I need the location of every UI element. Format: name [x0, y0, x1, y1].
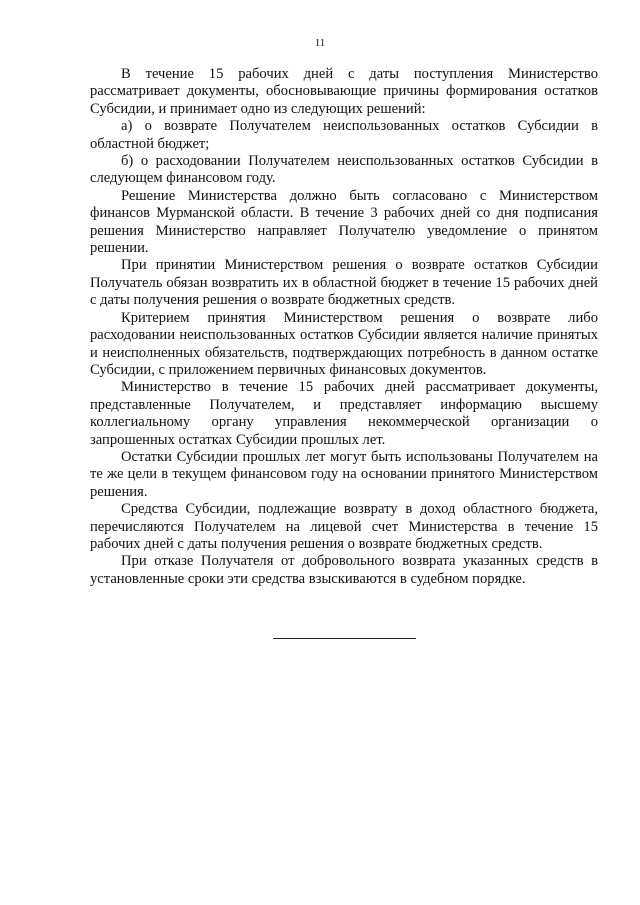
- paragraph: а) о возврате Получателем неиспользованных остатков Субсидии в областной бюджет;: [90, 118, 598, 152]
- paragraph: Остатки Субсидии прошлых лет могут быть использованы Получателем на те же цели в текущем финансовом году на основании принятого Министерством решения.: [90, 448, 598, 500]
- paragraph: В течение 15 рабочих дней с даты поступления Министерство рассматривает документы, обосновывающие причины формирования остатков Субсидии, и принимает одно из следующих решений:: [90, 66, 598, 117]
- paragraph: б) о расходовании Получателем неиспользованных остатков Субсидии в следующем финансовом году.: [90, 153, 598, 187]
- paragraph: При отказе Получателя от добровольного возврата указанных средств в установленные сроки эти средства взыскиваются в судебном порядке.: [90, 553, 598, 587]
- page-number: 11: [314, 37, 326, 49]
- paragraph: Средства Субсидии, подлежащие возврату в доход областного бюджета, перечисляются Получателем на лицевой счет Министерства в течение 15 рабочих дней с даты получения решения о возврате бюджетных средств.: [90, 501, 598, 552]
- paragraph: Критерием принятия Министерством решения о возврате либо расходовании неиспользованных остатков Субсидии является наличие принятых и неисполненных обязательств, подтверждающих потребность в данном остатке Субсидии, с приложением первичных финансовых документов.: [90, 309, 598, 378]
- paragraph: Министерство в течение 15 рабочих дней рассматривает документы, представленные Получателем, и представляет информацию высшему коллегиальному органу управления некоммерческой организации о запрошенных остатках Субсидии прошлых лет.: [90, 379, 598, 448]
- closing-divider-line: [273, 638, 416, 639]
- paragraph: При принятии Министерством решения о возврате остатков Субсидии Получатель обязан возвратить их в областной бюджет в течение 15 рабочих дней с даты получения решения о возврате бюджетных средств.: [90, 257, 598, 309]
- document-body: [90, 66, 598, 588]
- paragraph: Решение Министерства должно быть согласовано с Министерством финансов Мурманской области. В течение 3 рабочих дней со дня подписания решения Министерство направляет Получателю уведомление о принятом решении.: [90, 187, 598, 257]
